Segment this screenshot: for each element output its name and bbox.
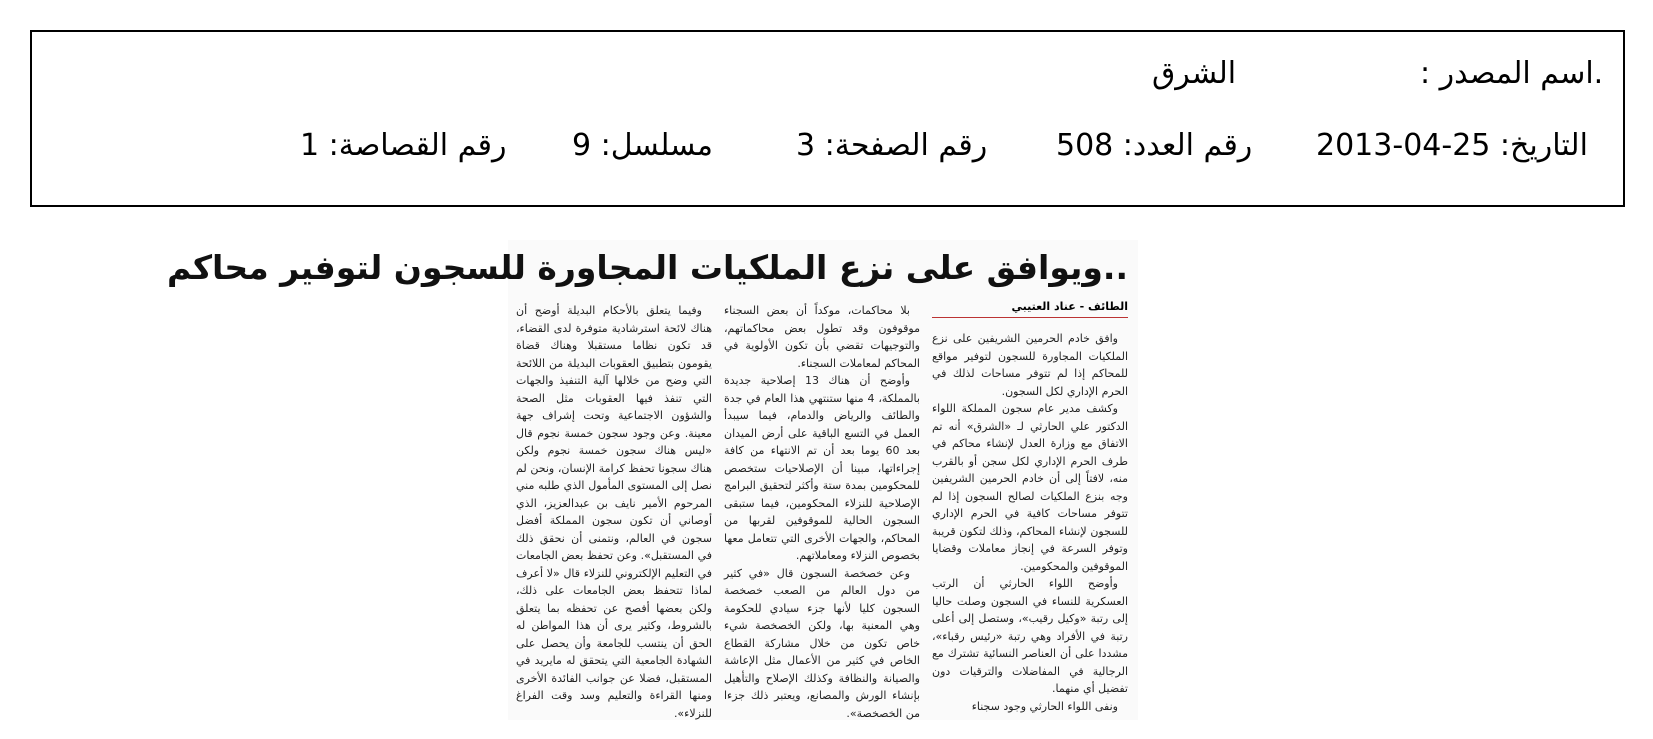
paragraph: وأوضح اللواء الحارثي أن الرتب العسكرية للنساء في السجون وصلت حاليا إلى رتبة «وكيل رقيب»، وستصل إلى أعلى رتبة في الأفراد وهي رتبة «رئيس رقباء»، مشددا على أن العناصر النسائية تشترك مع الرجالية في المفاضلات والترقيات دون تفضيل أي منهما. bbox=[932, 577, 1128, 695]
newspaper-clipping bbox=[166, 240, 1138, 720]
clip-number-field: رقم القصاصة: 1 bbox=[300, 128, 507, 163]
date-field: التاريخ: 25-04-2013 bbox=[1316, 128, 1588, 163]
article-byline: الطائف - عناد العتيبي bbox=[932, 300, 1128, 318]
article-column-2 bbox=[724, 302, 921, 720]
article-column-1 bbox=[932, 330, 1128, 712]
metadata-box bbox=[30, 30, 1625, 207]
issue-number-field: رقم العدد: 508 bbox=[1056, 128, 1253, 163]
paragraph: وأوضح أن هناك 13 إصلاحية جديدة بالمملكة، 4 منها ستنتهي هذا العام في جدة والطائف والرياض والدمام، فيما سيبدأ العمل في التسع الباقية على أرض الميدان بعد 60 يوما بعد أن تم الانتهاء من كافة إجراءاتها، مبينا أن الإصلاحيات ستخصص للمحكومين بمدة ستة وأكثر لتحقيق البرامج الإصلاحية للنزلاء المحكومين، فيما ستبقى السجون الحالية للموقوفين لقربها من المحاكم، والجهات الأخرى التي تتعامل معها بخصوص النزلاء ومعاملاتهم. bbox=[724, 374, 921, 562]
paragraph: وفيما يتعلق بالأحكام البديلة أوضح أن هناك لائحة استرشادية متوفرة لدى القضاء، قد تكون نظاما مستقبلا وهناك قضاة يقومون بتطبيق العقوبات البديلة من اللائحة التي وضح من خلالها آلية التنفيذ والجهات التي تنفذ فيها العقوبات مثل الصحة والشؤون الاجتماعية وتحت إشراف جهة معينة. وعن وجود سجون خمسة نجوم قال «ليس هناك سجون خمسة نجوم ولكن هناك سجونا تحفظ كرامة الإنسان، ونحن لم نصل إلى المستوى المأمول الذي طلبه مني المرحوم الأمير نايف بن عبدالعزيز، الذي أوصاني أن تكون سجون المملكة أفضل سجون في العالم، ونتمنى أن نحقق ذلك في المستقبل». وعن تحفظ بعض الجامعات في التعليم الإلكتروني للنزلاء قال «لا أعرف لماذا تتحفظ بعض الجامعات على ذلك، ولكن بعضها أفصح عن تحفظه بما يتعلق بالشروط، وكثير يرى أن هذا المواطن له الحق أن ينتسب للجامعة وأن يحصل على الشهادة الجامعية التي يتحقق له مايريد في المستقبل، فضلا عن جوانب الفائدة الأخرى ومنها القراءة والتعليم وسد وقت الفراغ للنزلاء». bbox=[516, 304, 712, 720]
meta-row bbox=[32, 128, 1623, 172]
paragraph: ونفى اللواء الحارثي وجود سجناء bbox=[971, 699, 1118, 713]
source-value: الشرق bbox=[1152, 56, 1237, 91]
paragraph: بلا محاكمات، موكداً أن بعض السجناء موقوفون وقد تطول بعض محاكماتهم، والتوجيهات تقضي بأن تكون الأولوية في المحاكم لمعاملات السجناء. bbox=[724, 304, 920, 370]
paragraph: وكشف مدير عام سجون المملكة اللواء الدكتور علي الحارثي لـ «الشرق» أنه تم الاتفاق مع وزارة العدل لإنشاء محاكم في طرف الحرم الإداري لكل سجن أو بالقرب منه، لافتاً إلى أن خادم الحرمين الشريفين وجه بنزع الملكيات لصالح السجون إذا لم تتوفر مساحات كافية في الحرم الإداري للسجون لإنشاء المحاكم، وذلك لتكون قريبة وتوفر السرعة في إنجاز معاملات وقضايا الموقوفين والمحكومين. bbox=[932, 402, 1128, 573]
source-row bbox=[32, 56, 1623, 100]
article-headline: ..ويوافق على نزع الملكيات المجاورة للسجون لتوفير محاكم bbox=[166, 248, 1128, 287]
page-number-field: رقم الصفحة: 3 bbox=[796, 128, 988, 163]
paragraph: وافق خادم الحرمين الشريفين على نزع الملكيات المجاورة للسجون لتوفير مواقع للمحاكم إذا لم تتوفر مساحات لذلك في الحرم الإداري لكل السجون. bbox=[932, 332, 1128, 398]
article-column-3 bbox=[516, 302, 712, 720]
serial-field: مسلسل: 9 bbox=[572, 128, 713, 163]
source-label: .اسم المصدر : bbox=[1420, 56, 1604, 91]
paragraph: وعن خصخصة السجون قال «في كثير من دول العالم من الصعب خصخصة السجون كليا لأنها جزء سيادي للحكومة وهي المعنية بها، ولكن الخصخصة شيء خاص تكون من خلال مشاركة القطاع الخاص في كثير من الأعمال مثل الإعاشة والصيانة والنظافة وكذلك الإصلاح والتأهيل بإنشاء الورش والمصانع، ويعتبر ذلك جزءا من الخصخصة». bbox=[724, 566, 920, 720]
